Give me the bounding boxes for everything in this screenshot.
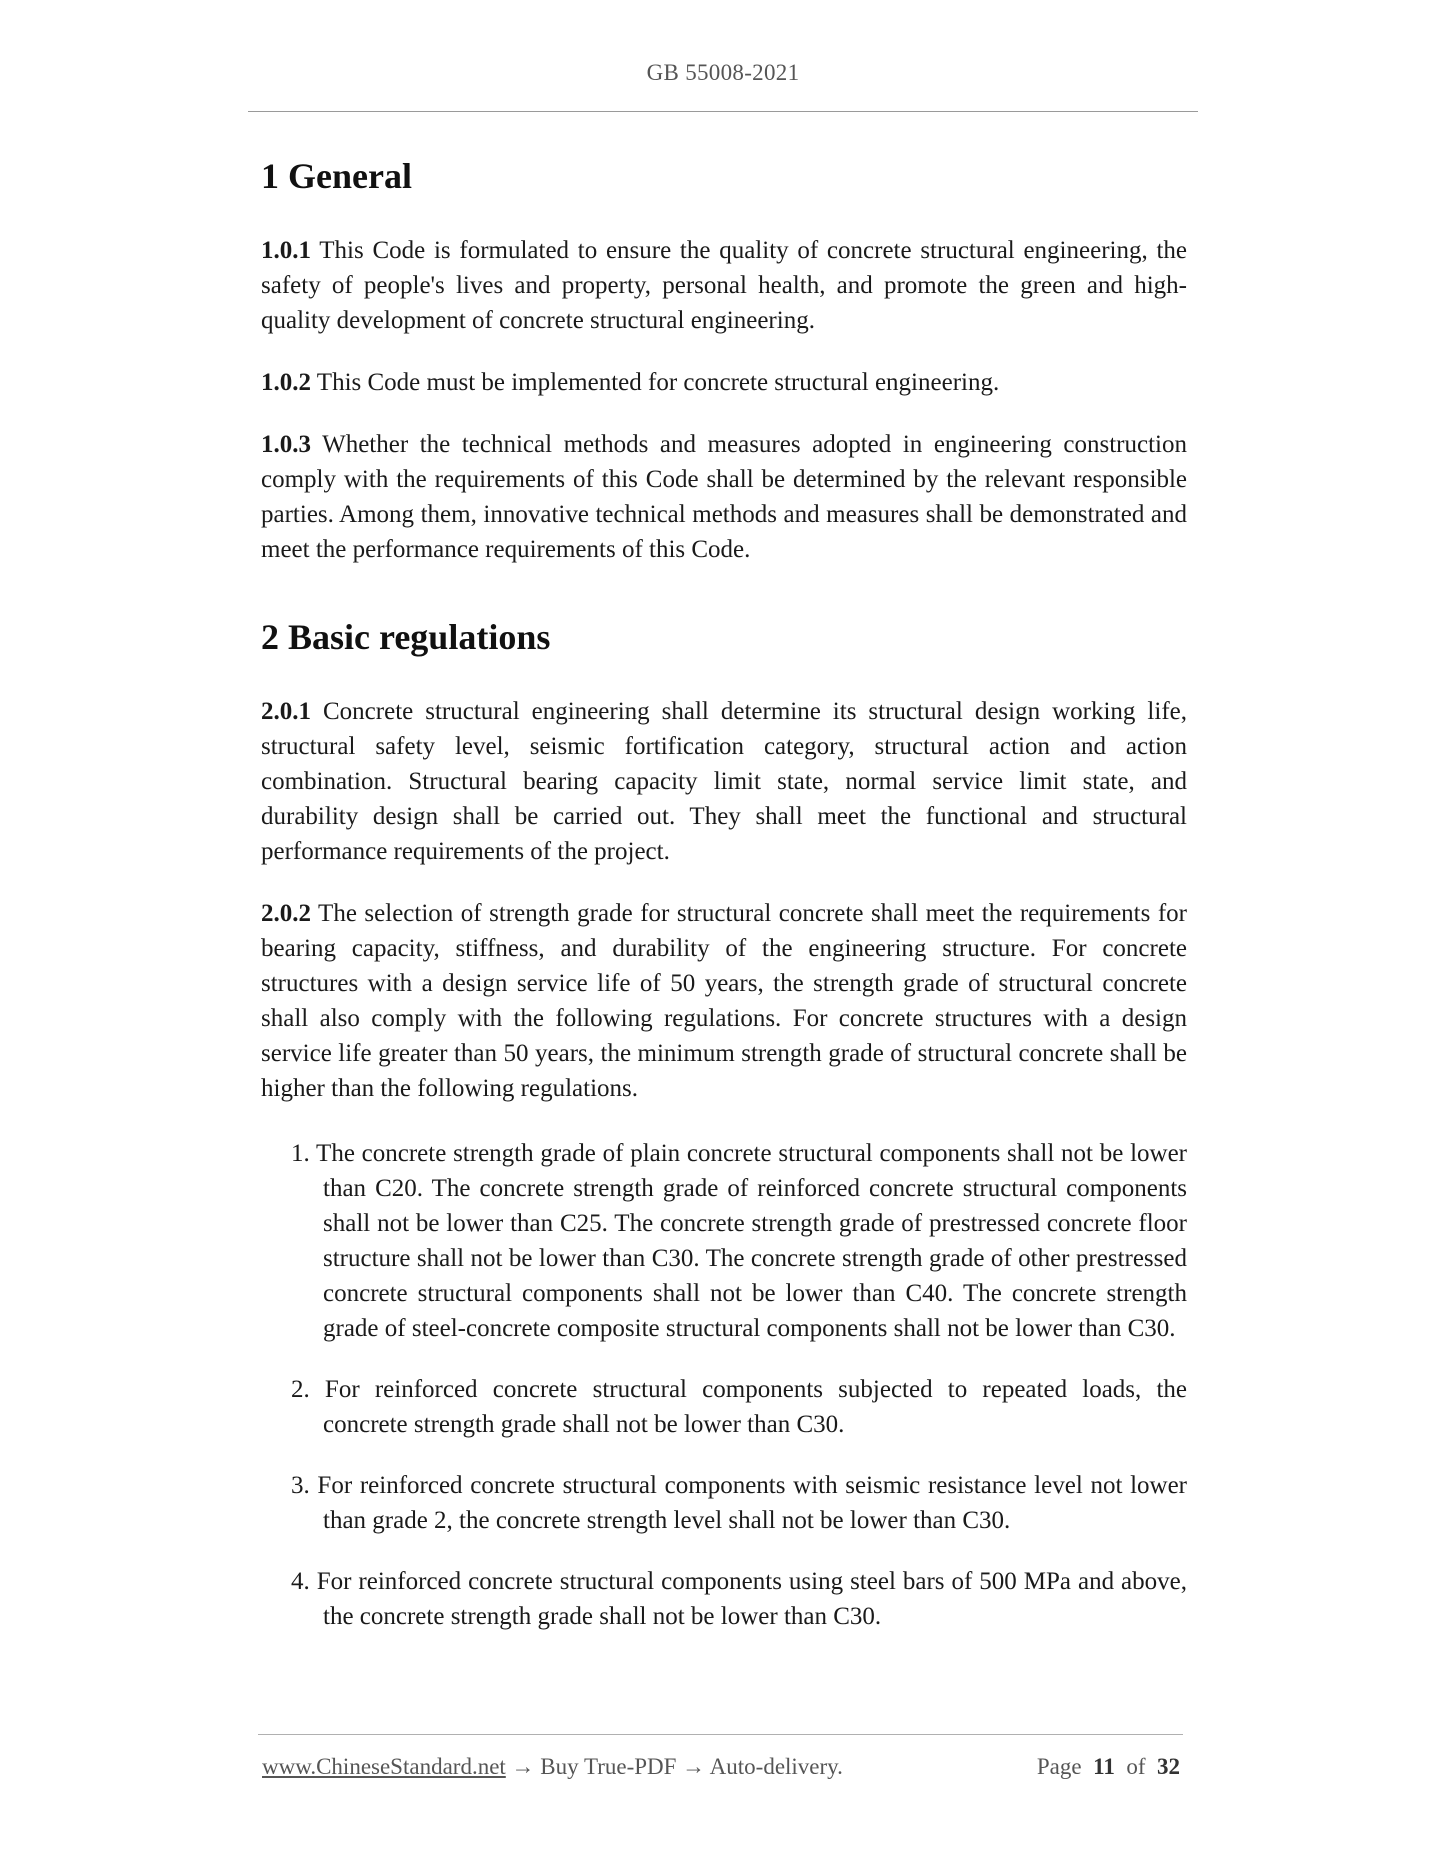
- page-total: 32: [1157, 1754, 1180, 1779]
- list-item: 1. The concrete strength grade of plain concrete structural components shall not be lower than C20. The concrete strength grade of reinforced concrete structural components shall not be lower than C25. The concrete strength grade of prestressed concrete floor structure shall not be lower than C30. The concrete strength grade of other prestressed concrete structural components shall not be lower than C40. The concrete strength grade of steel-concrete composite structural components shall not be lower than C30.: [291, 1140, 1187, 1342]
- site-link[interactable]: www.ChineseStandard.net: [262, 1754, 506, 1779]
- strength-grade-list: [261, 1136, 1187, 1634]
- page-label: Page: [1036, 1754, 1082, 1779]
- list-item: 2. For reinforced concrete structural components subjected to repeated loads, the concrete strength grade shall not be lower than C30.: [291, 1376, 1187, 1438]
- clause-2-0-2: [261, 896, 1187, 1106]
- section-heading-basic-regulations: 2 Basic regulations: [261, 617, 551, 657]
- clause-text: This Code is formulated to ensure the quality of concrete structural engineering, the safety of people's lives and property, personal health, and promote the green and high-quality development of concrete structural engineering.: [261, 237, 1187, 334]
- header-divider: [248, 111, 1198, 112]
- promo-text: → Buy True-PDF → Auto-delivery.: [505, 1754, 843, 1779]
- clause-number: 2.0.2: [261, 900, 311, 927]
- clause-number: 1.0.1: [261, 237, 311, 264]
- clause-1-0-3: [261, 427, 1187, 567]
- footer-divider: [258, 1734, 1183, 1735]
- clause-text: The selection of strength grade for structural concrete shall meet the requirements for bearing capacity, stiffness, and durability of the engineering structure. For concrete structures with a design service life of 50 years, the strength grade of structural concrete shall also comply with the following regulations. For concrete structures with a design service life greater than 50 years, the minimum strength grade of structural concrete shall be higher than the following regulations.: [261, 900, 1187, 1102]
- clause-text: Concrete structural engineering shall determine its structural design working life, structural safety level, seismic fortification category, structural action and action combination. Structural bearing capacity limit state, normal service limit state, and durability design shall be carried out. They shall meet the functional and structural performance requirements of the project.: [261, 698, 1187, 865]
- clause-number: 2.0.1: [261, 698, 311, 725]
- page-header: GB 55008-2021: [646, 60, 800, 85]
- page-of-label: of: [1126, 1754, 1146, 1779]
- clause-1-0-2: [261, 365, 1187, 400]
- clause-text: This Code must be implemented for concrete structural engineering.: [311, 369, 1000, 396]
- page-content: [261, 152, 1187, 1660]
- clause-text: Whether the technical methods and measures adopted in engineering construction comply with the requirements of this Code shall be determined by the relevant responsible parties. Among them, innovative technical methods and measures shall be demonstrated and meet the performance requirements of this Code.: [261, 431, 1187, 563]
- page-indicator: [1037, 1754, 1180, 1780]
- clause-1-0-1: [261, 233, 1187, 338]
- footer-promo: [262, 1754, 843, 1780]
- clause-2-0-1: [261, 694, 1187, 869]
- list-item: 3. For reinforced concrete structural components with seismic resistance level not lower than grade 2, the concrete strength level shall not be lower than C30.: [291, 1472, 1187, 1534]
- clause-number: 1.0.3: [261, 431, 311, 458]
- page-current: 11: [1093, 1754, 1115, 1779]
- section-heading-general: 1 General: [261, 156, 412, 196]
- clause-number: 1.0.2: [261, 369, 311, 396]
- list-item: 4. For reinforced concrete structural components using steel bars of 500 MPa and above, the concrete strength grade shall not be lower than C30.: [291, 1568, 1187, 1630]
